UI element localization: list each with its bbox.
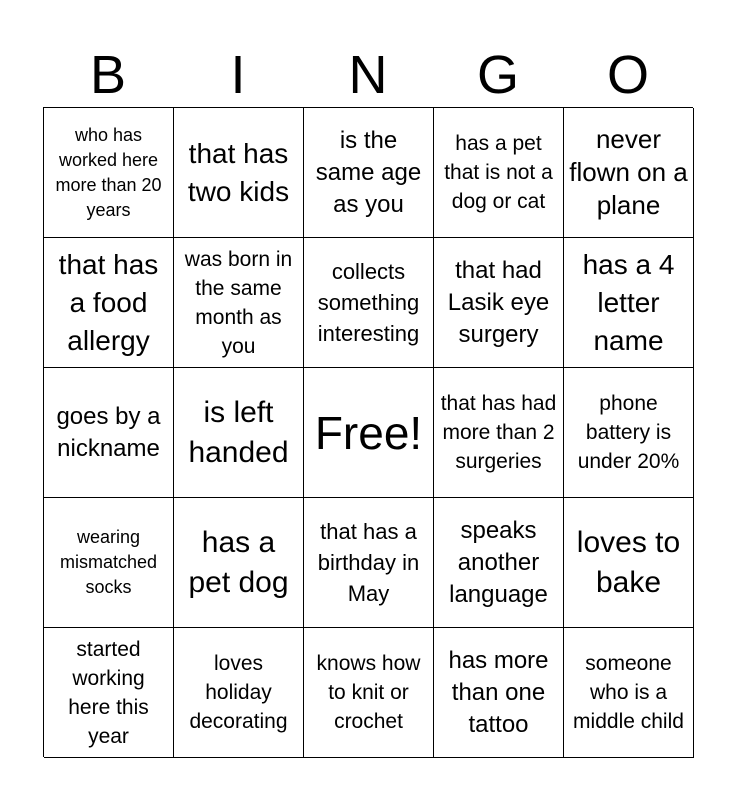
cell-text: has a pet dog <box>188 525 289 599</box>
cell-text: has more than one tattoo <box>448 646 549 738</box>
bingo-cell[interactable] <box>564 238 694 368</box>
header-letter-i: I <box>230 45 246 105</box>
cell-text: never flown on a plane <box>569 124 688 220</box>
bingo-cell[interactable] <box>564 368 694 498</box>
cell-text: that has had more than 2 surgeries <box>440 392 557 473</box>
bingo-cell[interactable] <box>44 368 174 498</box>
cell-text: someone who is a middle child <box>573 652 684 733</box>
bingo-cell[interactable] <box>304 108 434 238</box>
bingo-cell[interactable] <box>44 108 174 238</box>
header-letter-b: B <box>89 45 127 105</box>
bingo-cell[interactable] <box>434 628 564 758</box>
bingo-cell[interactable] <box>304 238 434 368</box>
cell-text: who has worked here more than 20 years <box>55 124 162 220</box>
cell-text: has a pet that is not a dog or cat <box>444 132 553 213</box>
bingo-cell[interactable] <box>434 498 564 628</box>
cell-text: Free! <box>314 406 423 459</box>
bingo-cell[interactable] <box>174 498 304 628</box>
free-space-cell[interactable] <box>304 368 434 498</box>
cell-text: that had Lasik eye surgery <box>447 256 550 348</box>
cell-text: phone battery is under 20% <box>577 392 680 473</box>
bingo-header <box>43 44 693 106</box>
bingo-cell[interactable] <box>44 238 174 368</box>
bingo-cell[interactable] <box>564 108 694 238</box>
bingo-cell[interactable] <box>564 628 694 758</box>
bingo-cell[interactable] <box>434 368 564 498</box>
bingo-cell[interactable] <box>564 498 694 628</box>
bingo-cell[interactable] <box>174 108 304 238</box>
bingo-cell[interactable] <box>434 238 564 368</box>
bingo-cell[interactable] <box>304 498 434 628</box>
cell-text: goes by a nickname <box>56 402 161 462</box>
cell-text: that has a food allergy <box>58 248 159 356</box>
header-letter-o: O <box>606 45 649 105</box>
bingo-cell[interactable] <box>174 238 304 368</box>
bingo-cell[interactable] <box>174 628 304 758</box>
cell-text: speaks another language <box>449 516 548 608</box>
cell-text: was born in the same month as you <box>184 247 293 358</box>
cell-text: started working here this year <box>68 637 149 748</box>
bingo-cell[interactable] <box>174 368 304 498</box>
header-letter-n: N <box>348 45 388 105</box>
bingo-cell[interactable] <box>304 628 434 758</box>
cell-text: that has two kids <box>187 137 290 207</box>
cell-text: wearing mismatched socks <box>59 527 158 597</box>
bingo-board <box>43 107 693 757</box>
cell-text: is the same age as you <box>315 126 422 218</box>
cell-text: has a 4 letter name <box>582 248 675 356</box>
bingo-cell[interactable] <box>434 108 564 238</box>
cell-text: loves holiday decorating <box>189 652 288 733</box>
cell-text: knows how to knit or crochet <box>316 652 421 733</box>
cell-text: collects something interesting <box>317 259 420 346</box>
cell-text: is left handed <box>188 395 289 469</box>
bingo-cell[interactable] <box>44 628 174 758</box>
cell-text: loves to bake <box>576 525 681 599</box>
bingo-cell[interactable] <box>44 498 174 628</box>
cell-text: that has a birthday in May <box>317 519 420 606</box>
header-letter-g: G <box>476 45 519 105</box>
